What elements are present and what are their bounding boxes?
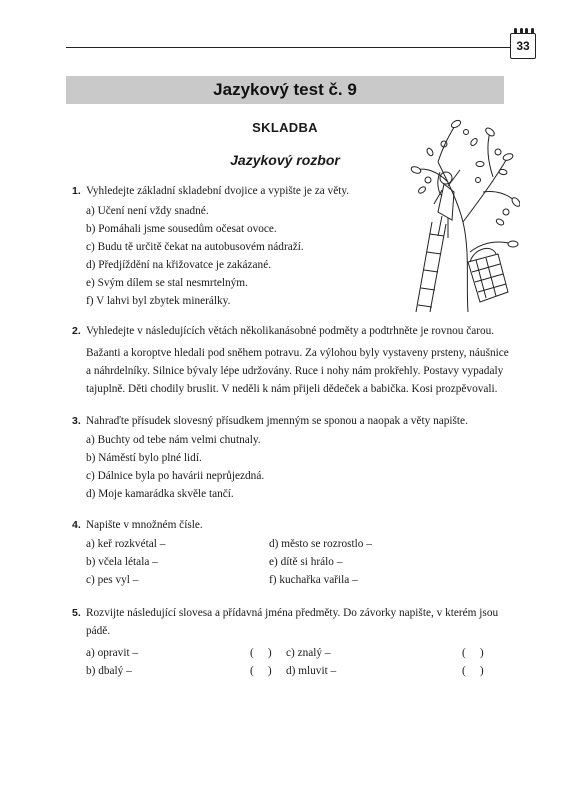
girl-picking-apples-illustration — [408, 112, 520, 322]
task-instruction: Vyhledejte základní skladební dvojice a vypište je za věty. — [86, 185, 350, 197]
answer-bracket: ( ) — [462, 665, 484, 677]
task-instruction: Vyhledejte v následujících větách několikanásobné podměty a podtrhněte je rovnou čarou. — [86, 325, 495, 337]
task-item: c) znalý – — [286, 647, 331, 659]
page-number: 33 — [510, 33, 536, 59]
task-item: a) Buchty od tebe nám velmi chutnaly. — [86, 434, 261, 446]
task-item: d) mluvit – — [286, 665, 337, 677]
task-item: f) kuchařka vařila – — [269, 574, 358, 586]
task-item: a) keř rozkvétal – — [86, 538, 166, 550]
task-item: b) Pomáhali jsme sousedům očesat ovoce. — [86, 223, 277, 235]
task-number: 4. — [72, 519, 81, 531]
task-number: 3. — [72, 415, 81, 427]
task-item: c) Dálnice byla po havárii neprůjezdná. — [86, 470, 265, 482]
paragraph-line: tajuplně. Děti chodily bruslit. V neděli k nám přijeli dědeček a babička. Kosi prozpěvovali. — [86, 383, 498, 395]
task-instruction: Nahraďte přísudek slovesný přísudkem jmenným se sponou a naopak a věty napište. — [86, 415, 468, 427]
task-5 — [72, 604, 512, 684]
task-number: 5. — [72, 607, 81, 619]
task-number: 2. — [72, 325, 81, 337]
task-item: b) dbalý – — [86, 665, 132, 677]
paragraph-line: a náhrdelníky. Silnice bývaly lépe udržovány. Ruce i nohy nám prokřehly. Postavy vypadaly — [86, 365, 504, 377]
task-item: e) dítě si hrálo – — [269, 556, 343, 568]
page-title: Jazykový test č. 9 — [213, 80, 357, 99]
task-item: b) Náměstí bylo plné lidí. — [86, 452, 202, 464]
header-rule — [66, 47, 510, 48]
paragraph-line: Bažanti a koroptve hledali pod sněhem potravu. Za výlohou byly vystaveny prsteny, náušnice — [86, 347, 509, 359]
task-item: d) Moje kamarádka skvěle tančí. — [86, 488, 234, 500]
task-item: e) Svým dílem se stal nesmrtelným. — [86, 277, 248, 289]
task-item: d) město se rozrostlo – — [269, 538, 372, 550]
task-item: d) Předjíždění na křižovatce je zakázané. — [86, 259, 272, 271]
answer-bracket: ( ) — [250, 665, 272, 677]
answer-bracket: ( ) — [250, 647, 272, 659]
task-4 — [72, 516, 512, 596]
task-number: 1. — [72, 185, 81, 197]
subsection-heading: Jazykový rozbor — [230, 152, 340, 168]
task-item: a) opravit – — [86, 647, 139, 659]
task-item: f) V lahvi byl zbytek minerálky. — [86, 295, 231, 307]
task-item: a) Učení není vždy snadné. — [86, 205, 209, 217]
task-item: c) Budu tě určitě čekat na autobusovém nádraží. — [86, 241, 304, 253]
task-item: c) pes vyl – — [86, 574, 139, 586]
section-heading: SKLADBA — [252, 120, 318, 135]
answer-bracket: ( ) — [462, 647, 484, 659]
title-bar — [66, 76, 504, 104]
task-instruction: Napište v množném čísle. — [86, 519, 203, 531]
task-item: b) včela létala – — [86, 556, 158, 568]
task-instruction: Rozvijte následující slovesa a přídavná jména předměty. Do závorky napište, v kterém jsou — [86, 607, 499, 619]
task-instruction-continued: pádě. — [86, 625, 111, 637]
